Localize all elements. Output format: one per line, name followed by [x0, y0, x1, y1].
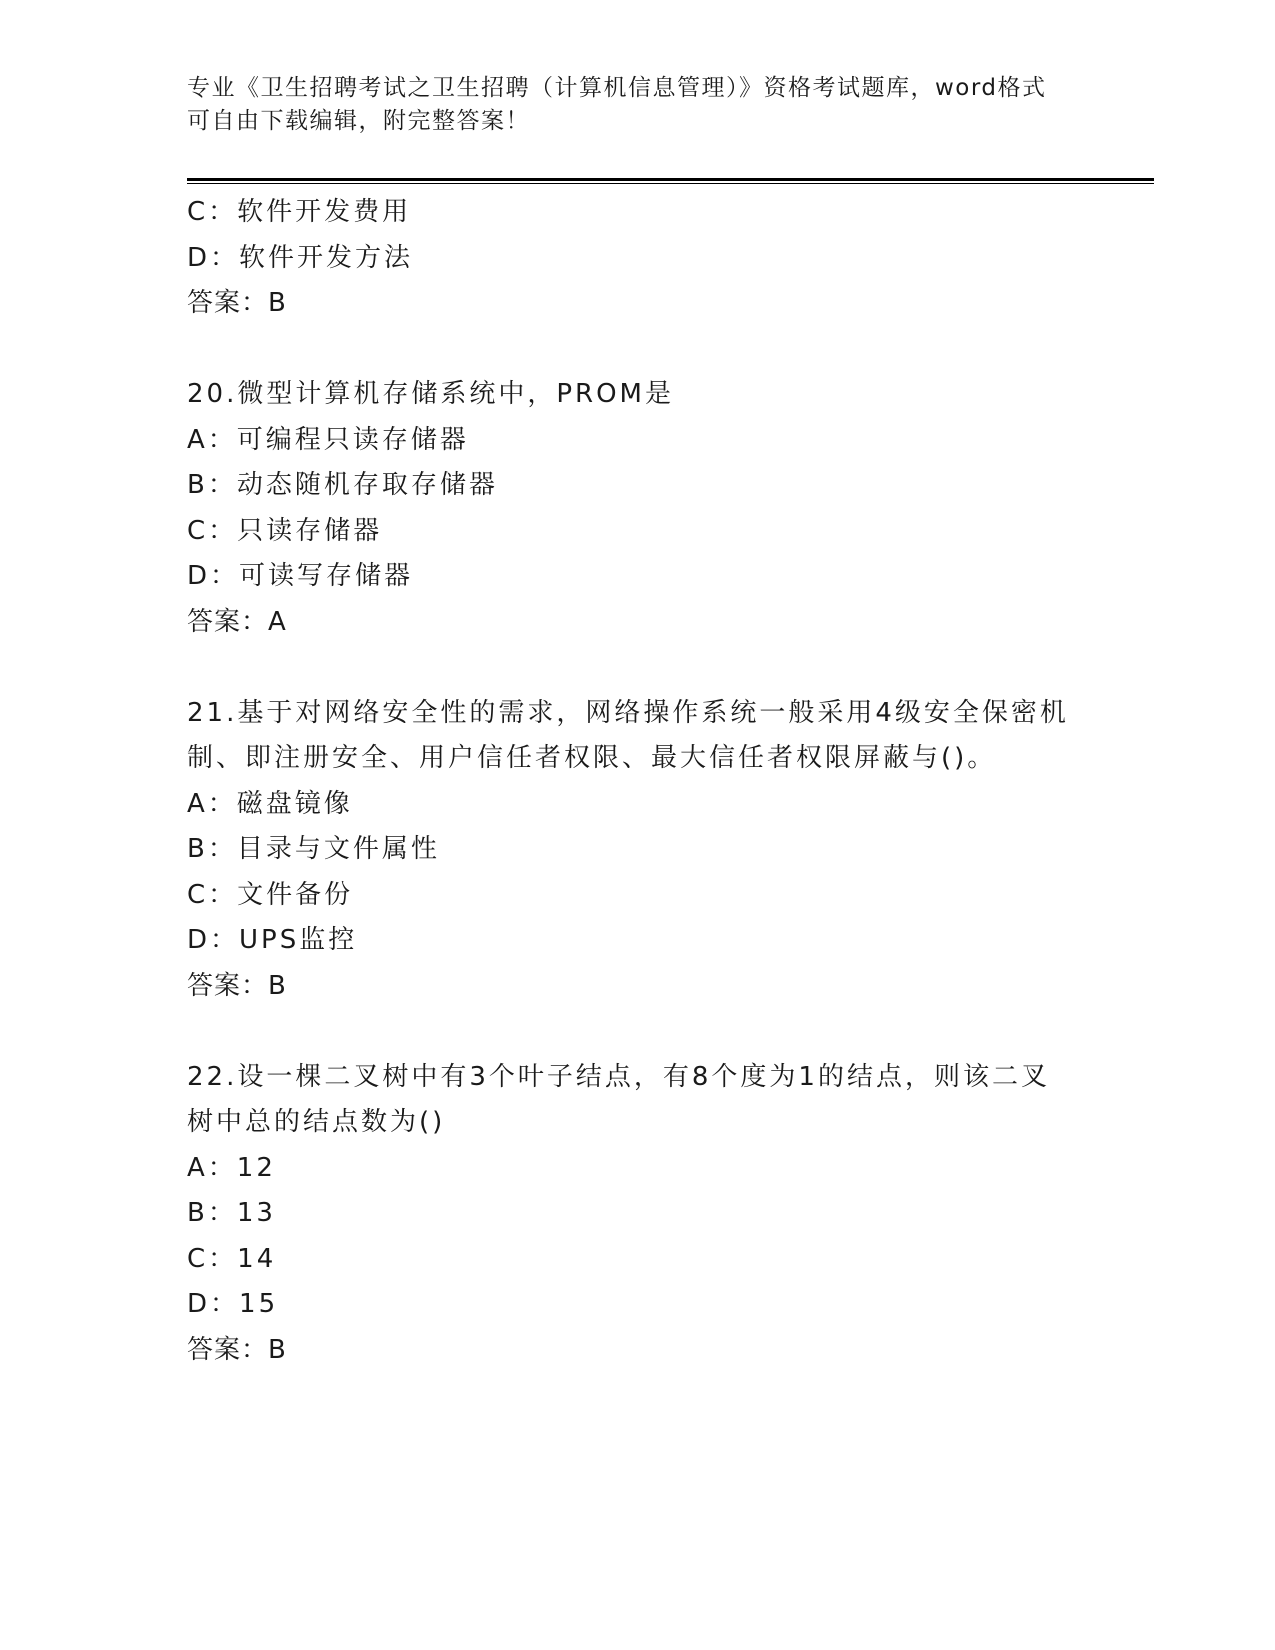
question-stem-line-2: 制、即注册安全、用户信任者权限、最大信任者权限屏蔽与()。 — [187, 743, 997, 773]
question-19-continued — [187, 190, 1087, 327]
question-stem: 20.微型计算机存储系统中，PROM是 — [187, 379, 674, 409]
option-d: D：软件开发方法 — [187, 242, 414, 273]
option-a: A：12 — [187, 1152, 276, 1183]
question-stem-line-1: 21.基于对网络安全性的需求，网络操作系统一般采用4级安全保密机 — [187, 697, 1069, 728]
question-21 — [187, 691, 1087, 1010]
header-title-line-1: 专业《卫生招聘考试之卫生招聘（计算机信息管理）》资格考试题库，word格式 — [187, 75, 1047, 101]
question-content — [187, 190, 1087, 1373]
question-spacer — [187, 327, 1087, 373]
question-stem-line-2: 树中总的结点数为() — [187, 1107, 446, 1137]
option-b: B：目录与文件属性 — [187, 834, 440, 864]
header-rule-thick — [187, 178, 1154, 181]
question-22 — [187, 1055, 1087, 1374]
header-title-line-2: 可自由下载编辑，附完整答案！ — [187, 108, 530, 134]
question-spacer — [187, 645, 1087, 691]
option-a: A：可编程只读存储器 — [187, 424, 469, 455]
option-d: D：UPS监控 — [187, 925, 358, 955]
answer-line: 答案：B — [187, 1334, 287, 1365]
option-c: C：只读存储器 — [187, 515, 383, 546]
option-a: A：磁盘镜像 — [187, 788, 353, 819]
header-rule-thin — [187, 183, 1154, 184]
question-20 — [187, 372, 1087, 645]
option-c: C：14 — [187, 1243, 277, 1274]
question-stem-line-1: 22.设一棵二叉树中有3个叶子结点，有8个度为1的结点，则该二叉 — [187, 1061, 1050, 1092]
answer-line: 答案：A — [187, 606, 287, 637]
answer-line: 答案：B — [187, 288, 287, 318]
answer-line: 答案：B — [187, 970, 287, 1001]
option-d: D：15 — [187, 1289, 279, 1319]
option-c: C：文件备份 — [187, 879, 354, 910]
question-spacer — [187, 1009, 1087, 1055]
option-d: D：可读写存储器 — [187, 561, 414, 591]
option-b: B：13 — [187, 1198, 276, 1228]
option-c: C：软件开发费用 — [187, 197, 412, 227]
document-header — [187, 72, 1087, 138]
option-b: B：动态随机存取存储器 — [187, 470, 498, 500]
